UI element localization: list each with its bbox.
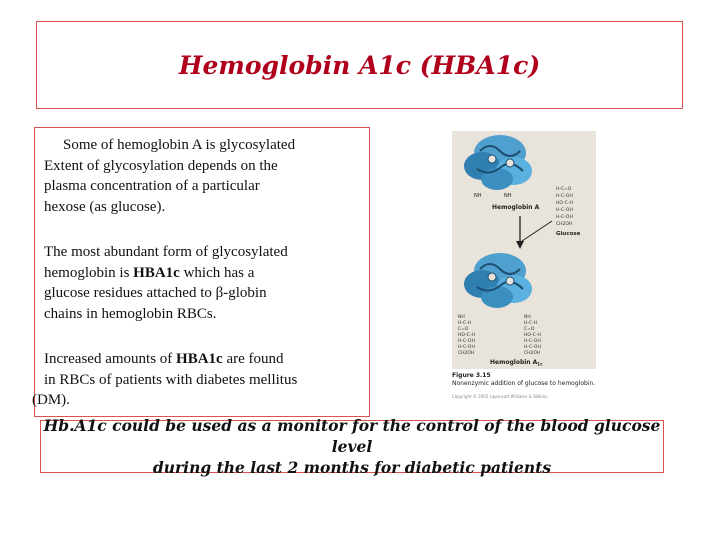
svg-text:HO-C-H: HO-C-H: [556, 201, 573, 206]
figure-number: Figure 3.15: [452, 372, 491, 379]
p1-line1: Some of hemoglobin A is glycosylated: [63, 137, 296, 153]
label-glucose: Glucose: [556, 231, 581, 237]
svg-text:H-C-OH: H-C-OH: [524, 339, 541, 344]
glucose-structure-top: [556, 186, 573, 227]
nh2-label-right: NH: [504, 193, 512, 199]
svg-text:H-C-OH: H-C-OH: [458, 345, 475, 350]
label-hemoglobin-a: Hemoglobin A: [492, 204, 540, 211]
nh2-label-left: NH: [474, 193, 482, 199]
svg-text:H-C-OH: H-C-OH: [556, 208, 573, 213]
p1-line4: hexose (as glucose).: [44, 198, 166, 215]
svg-text:HO-C-H: HO-C-H: [524, 333, 541, 338]
reaction-arrow: [516, 216, 552, 249]
svg-text:CH2OH: CH2OH: [556, 222, 573, 227]
p2-line1: The most abundant form of glycosylated: [44, 244, 288, 260]
summary-box: [40, 416, 664, 477]
paragraph-glycosylation: [44, 135, 295, 217]
svg-text:C=O: C=O: [458, 327, 469, 332]
slide-title: Hemoglobin A1c (HBA1c): [178, 50, 541, 80]
summary-line2: during the last 2 months for diabetic patients: [152, 458, 552, 477]
figure-caption: [452, 372, 622, 399]
svg-text:CH2OH: CH2OH: [458, 351, 475, 356]
svg-text:H-C-OH: H-C-OH: [556, 215, 573, 220]
p3-line2: in RBCs of patients with diabetes mellitus: [44, 371, 298, 388]
p3-line1-post: are found: [222, 351, 284, 367]
svg-text:H-C-OH: H-C-OH: [458, 339, 475, 344]
p2-line2-post: which has a: [179, 264, 255, 281]
p2-line3: glucose residues attached to β-globin: [44, 285, 267, 301]
svg-text:NH: NH: [458, 315, 465, 320]
p2-line4: chains in hemoglobin RBCs.: [44, 305, 217, 322]
svg-text:H-C-OH: H-C-OH: [556, 194, 573, 199]
glucose-chain-bottom-right: [524, 314, 541, 356]
figure-diagram: [452, 131, 596, 369]
summary-line1: Hb.A1c could be used as a monitor for the control of the blood glucose level: [43, 416, 661, 456]
p3-line3: (DM).: [32, 392, 70, 408]
title-box: [36, 21, 683, 109]
hemoglobin-a1c-molecule: [464, 253, 532, 308]
svg-text:H-C-H: H-C-H: [524, 321, 538, 326]
p2-line2-pre: hemoglobin is: [44, 264, 134, 281]
svg-text:HO-C-H: HO-C-H: [458, 333, 475, 338]
svg-text:H-C-H: H-C-H: [458, 321, 472, 326]
label-hemoglobin-a1c: Hemoglobin $A_{1c}$: [490, 359, 543, 367]
summary-text: [41, 415, 663, 478]
p1-line2: Extent of glycosylation depends on the: [44, 157, 278, 174]
hemoglobin-a-molecule: [464, 135, 532, 190]
glucose-chain-bottom-left: [458, 314, 475, 356]
p3-hba1c: HBA1c: [176, 351, 223, 367]
paragraph-diabetes: [32, 349, 298, 411]
svg-text:C=O: C=O: [524, 327, 535, 332]
figure-copyright: Copyright © 2005 Lippincott Williams & Wilkins: [452, 394, 548, 399]
svg-text:H-C-OH: H-C-OH: [524, 345, 541, 350]
svg-text:NH: NH: [524, 315, 531, 320]
p3-line1-pre: Increased amounts of: [44, 351, 177, 367]
p1-line3: plasma concentration of a particular: [44, 178, 260, 194]
paragraph-hba1c: [44, 242, 288, 324]
svg-text:CH2OH: CH2OH: [524, 351, 541, 356]
figure-caption-text: Nonenzymic addition of glucose to hemoglobin.: [452, 380, 596, 387]
svg-text:H-C=O: H-C=O: [556, 187, 572, 192]
p2-hba1c: HBA1c: [133, 264, 180, 281]
figure-hemoglobin: [452, 131, 596, 369]
